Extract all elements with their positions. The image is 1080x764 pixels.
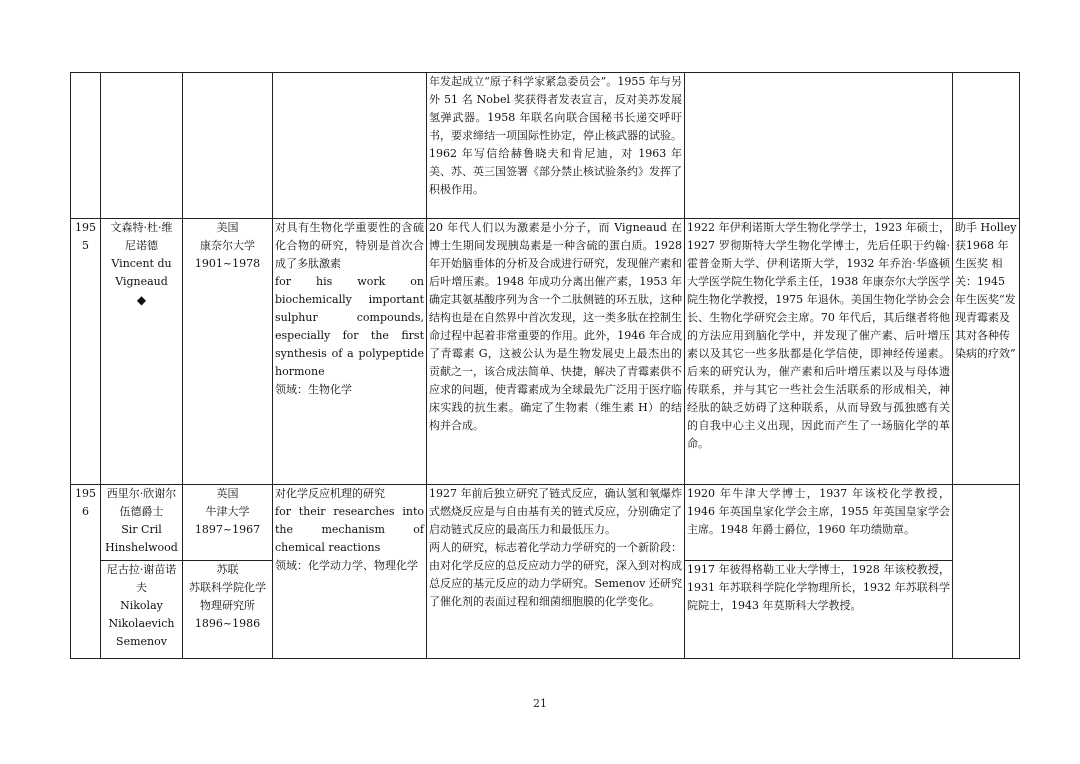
research-field: 领域：化学动力学、物理化学 bbox=[275, 559, 418, 572]
name-line: Nikolaevich bbox=[108, 617, 175, 630]
name-line: Vincent du bbox=[111, 257, 172, 270]
name-line: 文森特·杜·维 bbox=[110, 221, 173, 234]
year-cell bbox=[71, 73, 101, 219]
note-cell bbox=[953, 485, 1020, 659]
detail-part: 两人的研究，标志着化学动力学研究的一个新阶段：由对化学反应的总反应动力学的研究，深入到对构成总反应的基元反应的动力学研究。Semenov 还研究了催化剂的表面过程和细菌细胞膜的化学变化。 bbox=[429, 541, 682, 608]
institution-name: 康奈尔大学 bbox=[200, 239, 255, 252]
institution-name: 物理研究所 bbox=[200, 599, 255, 612]
research-detail-cell bbox=[427, 485, 685, 659]
name-line: Sir Cril bbox=[121, 523, 162, 536]
contribution-cell bbox=[273, 219, 427, 485]
biography-cell: 1920 年牛津大学博士，1937 年该校化学教授，1946 年英国皇家化学会主席，1955 年英国皇家学会主席。1948 年爵士爵位，1960 年功绩勋章。 bbox=[685, 485, 953, 561]
country: 美国 bbox=[216, 221, 239, 234]
laureate-name-cell bbox=[101, 219, 183, 485]
contribution-zh: 对具有生物化学重要性的含硫化合物的研究，特别是首次合成了多肽激素 bbox=[275, 221, 424, 270]
table-row bbox=[71, 73, 1020, 219]
name-line: 尼古拉·谢苗诺 bbox=[106, 563, 177, 576]
contribution-en: for his work on biochemically important sulphur compounds, especially for the first synthesis of a polypeptide hormone bbox=[275, 275, 424, 378]
name-line: Semenov bbox=[116, 635, 167, 648]
life-span: 1897~1967 bbox=[194, 523, 261, 536]
diamond-icon: ◆ bbox=[136, 293, 147, 307]
name-line: 伍德爵士 bbox=[119, 505, 164, 518]
institution-name: 苏联科学院化学 bbox=[189, 581, 266, 594]
year-cell: 1956 bbox=[71, 485, 101, 659]
institution-cell bbox=[183, 73, 273, 219]
biography-cell bbox=[685, 73, 953, 219]
nobel-laureates-table bbox=[70, 72, 1020, 659]
life-span: 1896~1986 bbox=[194, 617, 261, 630]
institution-cell bbox=[183, 485, 273, 561]
name-line: 尼诺德 bbox=[125, 239, 158, 252]
note-cell: 助手 Holley 获1968 年生医奖 相关：1945 年生医奖“发现青霉素及其对各种传染病的疗效” bbox=[953, 219, 1020, 485]
laureate-name-cell bbox=[101, 73, 183, 219]
contribution-zh: 对化学反应机理的研究 bbox=[275, 487, 385, 500]
research-detail-cell: 20 年代人们以为激素是小分子，而 Vigneaud 在博士生期间发现胰岛素是一种含硫的蛋白质。1928 年开始脑垂体的分析及合成进行研究，发现催产素和后叶增压素。1948 年成功分离出催产素，1953 年确定其氨基酸序列为含一个二肽侧链的环五肽，这种结构也是在自然界中首次发现，这一类多肽在控制生命过程中起着非常重要的作用。此外，1946 年合成了青霉素 G，这被公认为是生物发展史上最杰出的贡献之一，该合成法简单、快捷，解决了青霉素供不应求的问题，使青霉素成为全球最先广泛用于医疗临床实践的抗生素。确定了生物素（维生素 H）的结构并合成。 bbox=[427, 219, 685, 485]
institution-cell bbox=[183, 219, 273, 485]
name-line: Hinshelwood bbox=[105, 541, 178, 554]
note-cell bbox=[953, 73, 1020, 219]
page-number: 21 bbox=[533, 697, 547, 710]
institution-cell bbox=[183, 561, 273, 659]
country: 苏联 bbox=[216, 563, 239, 576]
research-detail-cell: 年发起成立“原子科学家紧急委员会”。1955 年与另外 51 名 Nobel 奖获得者发表宣言，反对美苏发展氢弹武器。1958 年联名向联合国秘书长递交呼吁书，要求缔结一项国际性协定，停止核武器的试验。1962 年写信给赫鲁晓夫和肯尼迪，对 1963 年美、苏、英三国签署《部分禁止核试验条约》发挥了积极作用。 bbox=[427, 73, 685, 219]
detail-part: 1927 年前后独立研究了链式反应，确认氢和氧爆炸式燃烧反应是与自由基有关的链式反应，分别确定了启动链式反应的最高压力和最低压力。 bbox=[429, 487, 682, 536]
life-span: 1901~1978 bbox=[194, 257, 261, 270]
research-field: 领域：生物化学 bbox=[275, 383, 352, 396]
biography-cell: 1922 年伊利诺斯大学生物化学学士，1923 年硕士，1927 罗彻斯特大学生物化学博士，先后任职于约翰·霍普金斯大学、伊利诺斯大学，1932 年乔治·华盛顿大学医学院生物化学系主任，1938 年康奈尔大学医学院生物化学教授，1975 年退休。美国生物化学协会会长、生物化学研究会主席。70 年代后，其后继者将他的方法应用到脑化学中，并发现了催产素、后叶增压素以及其它一些多肽都是化学信使，即神经传递素。后来的研究认为，催产素和后叶增压素以及与母体遗传联系，并与其它一些社会生活联系的形成相关，神经肽的缺乏妨碍了这种联系，从而导致与孤独感有关的自我中心主义出现，因此而产生了一场脑化学的革命。 bbox=[685, 219, 953, 485]
contribution-cell bbox=[273, 73, 427, 219]
contribution-en: for their researches into the mechanism of chemical reactions bbox=[275, 505, 424, 554]
country: 英国 bbox=[216, 487, 239, 500]
name-line: Nikolay bbox=[120, 599, 163, 612]
name-line: 西里尔·欣谢尔 bbox=[106, 487, 177, 500]
laureate-name-cell bbox=[101, 485, 183, 561]
contribution-cell bbox=[273, 485, 427, 659]
name-line: Vigneaud bbox=[115, 275, 168, 288]
table-row bbox=[71, 485, 1020, 561]
biography-cell: 1917 年彼得格勒工业大学博士，1928 年该校教授，1931 年苏联科学院化学物理所长，1932 年苏联科学院院士，1943 年莫斯科大学教授。 bbox=[685, 561, 953, 659]
laureate-name-cell bbox=[101, 561, 183, 659]
name-line: 夫 bbox=[136, 581, 147, 594]
year-cell: 1955 bbox=[71, 219, 101, 485]
institution-name: 牛津大学 bbox=[205, 505, 250, 518]
table-row bbox=[71, 219, 1020, 485]
